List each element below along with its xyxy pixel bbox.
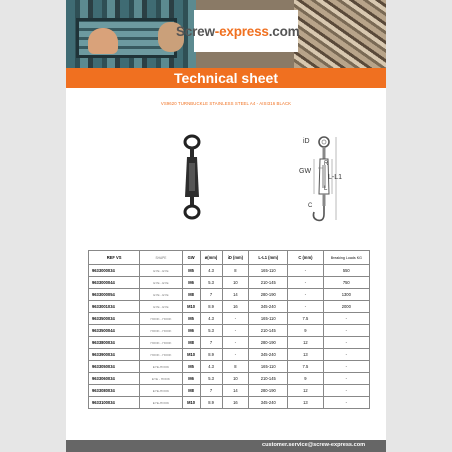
screws-photo [294, 0, 386, 68]
table-cell: M5 [182, 265, 200, 277]
table-cell: 10 [222, 373, 249, 385]
shape-cell: HOOK - HOOK [140, 349, 182, 361]
hand-left [88, 28, 118, 54]
table-row [89, 373, 370, 385]
table-cell: 210-145 [249, 325, 288, 337]
table-row [89, 289, 370, 301]
table-cell: 9 [288, 373, 323, 385]
table-cell: 13 [288, 397, 323, 409]
technical-sheet-page [66, 0, 386, 452]
table-cell: 280-190 [249, 337, 288, 349]
table-cell: 165-110 [249, 265, 288, 277]
ref-cell: 9633000054 [89, 289, 140, 301]
table-cell: 5.3 [200, 325, 222, 337]
table-cell: 550 [323, 265, 369, 277]
table-cell: 16 [222, 397, 249, 409]
footer-email[interactable]: customer.service@screw-express.com [262, 442, 366, 448]
table-cell: M6 [182, 277, 200, 289]
table-cell: 8.9 [200, 397, 222, 409]
shape-cell: EYE - HOOK [140, 373, 182, 385]
table-cell: 14 [222, 289, 249, 301]
table-cell: 4.3 [200, 313, 222, 325]
table-cell: M8 [182, 289, 200, 301]
table-cell: - [288, 289, 323, 301]
table-cell: M8 [182, 385, 200, 397]
shape-cell: HOOK - HOOK [140, 337, 182, 349]
table-row [89, 397, 370, 409]
table-cell: - [323, 361, 369, 373]
logo-dash: - [214, 24, 220, 39]
label-l-l1: L-L1 [328, 174, 343, 181]
table-row [89, 277, 370, 289]
table-cell: 12 [288, 385, 323, 397]
ref-cell: 9633500044 [89, 325, 140, 337]
table-cell: 280-190 [249, 385, 288, 397]
table-cell: 210-145 [249, 373, 288, 385]
table-cell: - [222, 349, 249, 361]
table-cell: 8 [222, 265, 249, 277]
table-cell: 345-240 [249, 349, 288, 361]
product-subtitle: VS9620 TURNBUCKLE STAINLESS STEEL A4 - AISI316 BLACK [160, 101, 292, 106]
label-c: C [308, 203, 313, 209]
ref-cell: 9633800034 [89, 337, 140, 349]
col-header: iD (mm) [222, 251, 249, 265]
table-cell: M8 [182, 337, 200, 349]
table-cell: - [323, 325, 369, 337]
col-header: C (mm) [288, 251, 323, 265]
table-cell: - [323, 373, 369, 385]
table-row [89, 361, 370, 373]
table-cell: 9 [288, 325, 323, 337]
table-cell: 13 [288, 349, 323, 361]
table-cell: 7 [200, 337, 222, 349]
shape-cell: EYE-HOOK [140, 397, 182, 409]
table-cell: M6 [182, 373, 200, 385]
table-row [89, 325, 370, 337]
table-cell: 345-240 [249, 397, 288, 409]
table-row [89, 313, 370, 325]
table-cell: M6 [182, 325, 200, 337]
ref-cell: 9633900034 [89, 349, 140, 361]
table-cell: 1300 [323, 289, 369, 301]
table-cell: M10 [182, 397, 200, 409]
logo-ext: .com [268, 24, 300, 39]
label-l: L [324, 186, 328, 192]
shape-cell: EYE-HOOK [140, 361, 182, 373]
col-header: ø(mm) [200, 251, 222, 265]
table-cell: 165-110 [249, 361, 288, 373]
ref-cell: 9633060034 [89, 373, 140, 385]
table-cell: 8.9 [200, 349, 222, 361]
shape-cell: HOOK - HOOK [140, 325, 182, 337]
shape-cell: EYE - EYE [140, 289, 182, 301]
ref-cell: 9633001034 [89, 301, 140, 313]
shape-cell: EYE - EYE [140, 265, 182, 277]
table-cell: 210-145 [249, 277, 288, 289]
shape-cell: HOOK - HOOK [140, 313, 182, 325]
table-cell: - [323, 385, 369, 397]
table-cell: 12 [288, 337, 323, 349]
brand-logo [176, 24, 299, 39]
table-cell: 750 [323, 277, 369, 289]
table-cell: 345-240 [249, 301, 288, 313]
table-cell: 2000 [323, 301, 369, 313]
table-body [89, 265, 370, 409]
table-cell: 280-190 [249, 289, 288, 301]
table-cell: 8 [222, 361, 249, 373]
shape-cell: EYE-HOOK [140, 385, 182, 397]
table-cell: M10 [182, 349, 200, 361]
table-cell: 8.9 [200, 301, 222, 313]
table-cell: 5.3 [200, 277, 222, 289]
table-cell: M5 [182, 313, 200, 325]
table-cell: - [288, 277, 323, 289]
logo-express: express [219, 24, 269, 39]
table-cell: - [222, 325, 249, 337]
ref-cell: 9633000044 [89, 277, 140, 289]
table-cell: - [288, 301, 323, 313]
col-header: SHAPE [140, 251, 182, 265]
label-id: iD [303, 138, 310, 145]
table-cell: 165-110 [249, 313, 288, 325]
table-header-row [89, 251, 370, 265]
table-cell: 7 [200, 289, 222, 301]
table-cell: 7 [200, 385, 222, 397]
table-cell: - [323, 397, 369, 409]
col-header: REF VS [89, 251, 140, 265]
table-cell: 10 [222, 277, 249, 289]
shape-cell: EYE - EYE [140, 301, 182, 313]
ref-cell: 9633100034 [89, 397, 140, 409]
table-cell: - [222, 313, 249, 325]
table-row [89, 349, 370, 361]
table-cell: 4.3 [200, 361, 222, 373]
table-cell: 14 [222, 385, 249, 397]
table-row [89, 337, 370, 349]
ref-cell: 9633000034 [89, 265, 140, 277]
table-cell: - [288, 265, 323, 277]
ref-cell: 9633080034 [89, 385, 140, 397]
shape-cell: EYE - EYE [140, 277, 182, 289]
table-cell: 5.3 [200, 373, 222, 385]
label-gw: GW [299, 168, 312, 175]
turnbuckle-product-image [174, 134, 210, 220]
table-cell: 7.5 [288, 361, 323, 373]
table-cell: 4.3 [200, 265, 222, 277]
table-cell: 16 [222, 301, 249, 313]
table-cell: - [323, 337, 369, 349]
table-cell: - [323, 349, 369, 361]
logo-main: Screw [176, 24, 215, 39]
ref-cell: 9633500034 [89, 313, 140, 325]
table-cell: M5 [182, 361, 200, 373]
dimension-diagram [292, 132, 362, 228]
table-cell: - [323, 313, 369, 325]
table-cell: M10 [182, 301, 200, 313]
col-header: Breaking Loads KG [323, 251, 369, 265]
col-header: L-L1 (mm) [249, 251, 288, 265]
page-title: Technical sheet [173, 70, 278, 86]
table-row [89, 385, 370, 397]
label-r: R [324, 161, 329, 167]
col-header: GW [182, 251, 200, 265]
specification-table [88, 250, 370, 409]
ref-cell: 9633050034 [89, 361, 140, 373]
table-row [89, 301, 370, 313]
table-row [89, 265, 370, 277]
table-cell: 7.5 [288, 313, 323, 325]
table-cell: - [222, 337, 249, 349]
